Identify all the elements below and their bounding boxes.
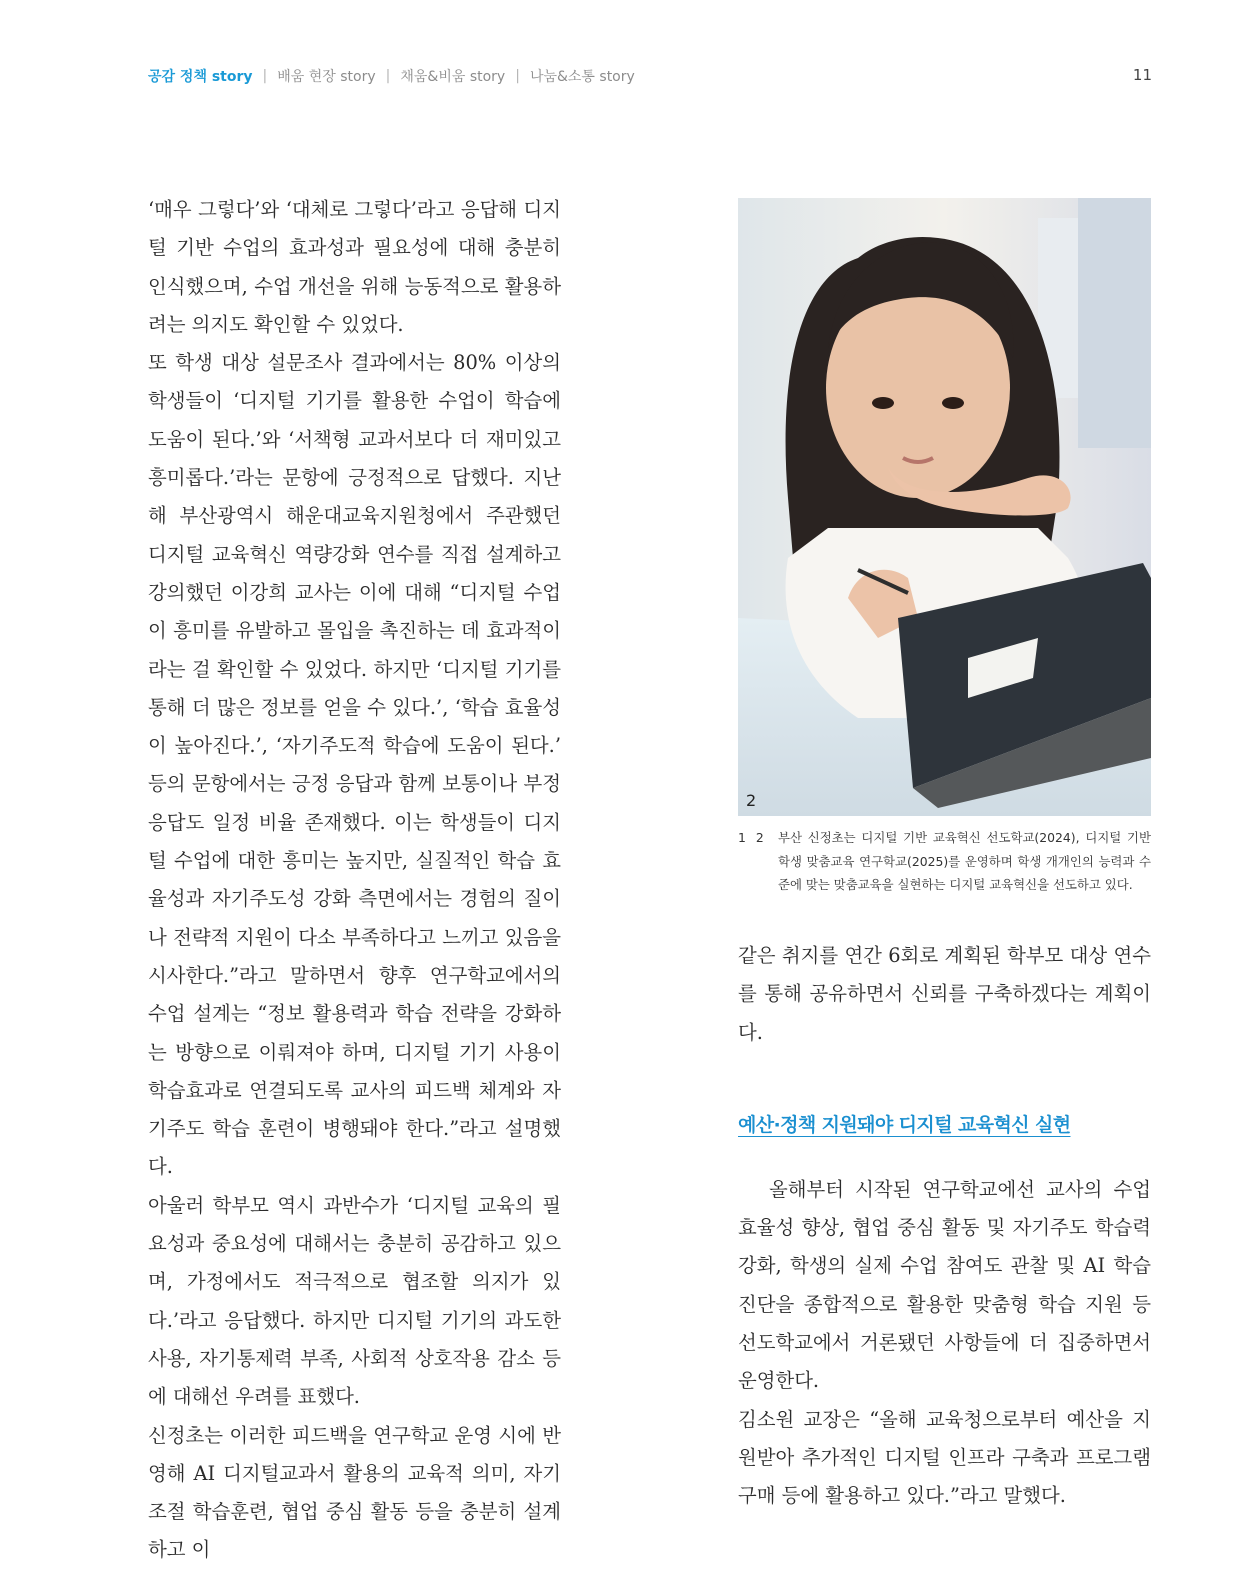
body-paragraph: 또 학생 대상 설문조사 결과에서는 80% 이상의 학생들이 ‘디지털 기기를 활용한 수업이 학습에 도움이 된다.’와 ‘서책형 교과서보다 더 재미있고 흥미롭다.’라는 문항에 긍정적으로 답했다. 지난해 부산광역시 해운대교육지원청에서 주관했던 디지털 교육혁신 역량강화 연수를 직접 설계하고 강의했던 이강희 교사는 이에 대해 “디지털 수업이 흥미를 유발하고 몰입을 촉진하는 데 효과적이라는 걸 확인할 수 있었다. 하지만 ‘디지털 기기를 통해 더 많은 정보를 얻을 수 있다.’, ‘학습 효율성이 높아진다.’, ‘자기주도적 학습에 도움이 된다.’ 등의 문항에서는 긍정 응답과 함께 보통이나 부정 응답도 일정 비율 존재했다. 이는 학생들이 디지털 수업에 대한 흥미는 높지만, 실질적인 학습 효율성과 자기주도성 강화 측면에서는 경험의 질이나 전략적 지원이 다소 부족하다고 느끼고 있음을 시사한다.”라고 말하면서 향후 연구학교에서의 수업 설계는 “정보 활용력과 학습 전략을 강화하는 방향으로 이뤄져야 하며, 디지털 기기 사용이 학습효과로 연결되도록 교사의 피드백 체계와 자기주도 학습 훈련이 병행돼야 한다.”라고 설명했다. xyxy=(148,351,561,1179)
left-column xyxy=(148,191,561,1570)
photo-number: 2 xyxy=(746,791,757,810)
photo-illustration xyxy=(738,198,1151,816)
nav-separator: | xyxy=(262,68,268,84)
body-paragraph: 같은 취지를 연간 6회로 계획된 학부모 대상 연수를 통해 공유하면서 신뢰를 구축하겠다는 계획이다. xyxy=(738,944,1151,1044)
nav-separator: | xyxy=(515,68,520,84)
student-tablet-photo xyxy=(738,198,1151,816)
photo-caption xyxy=(738,826,1151,897)
body-paragraph: 신정초는 이러한 피드백을 연구학교 운영 시에 반영해 AI 디지털교과서 활용의 교육적 의미, 자기조절 학습훈련, 협업 중심 활동 등을 충분히 설계하고 이 xyxy=(148,1423,561,1562)
body-paragraph: 올해부터 시작된 연구학교에선 교사의 수업 효율성 향상, 협업 중심 활동 및 자기주도 학습력 강화, 학생의 실제 수업 참여도 관찰 및 AI 학습 진단을 종합적으로 활용한 맞춤형 학습 지원 등 선도학교에서 거론됐던 사항들에 더 집중하면서 운영한다. xyxy=(738,1177,1151,1393)
caption-numbers: 1 2 xyxy=(738,830,767,845)
body-paragraph: 김소원 교장은 “올해 교육청으로부터 예산을 지원받아 추가적인 디지털 인프라 구축과 프로그램 구매 등에 활용하고 있다.”라고 말했다. xyxy=(738,1407,1151,1508)
caption-text: 부산 신정초는 디지털 기반 교육혁신 선도학교(2024), 디지털 기반 학생 맞춤교육 연구학교(2025)를 운영하며 학생 개개인의 능력과 수준에 맞는 맞춤교육을 실현하는 디지털 교육혁신을 선도하고 있다. xyxy=(778,830,1151,892)
page-number: 11 xyxy=(1132,66,1152,84)
section-heading: 예산·정책 지원돼야 디지털 교육혁신 실현 xyxy=(738,1113,1071,1136)
right-column xyxy=(738,937,1151,1516)
nav-item-learning-story[interactable]: 배움 현장 story xyxy=(277,69,376,85)
nav-item-fill-empty-story[interactable]: 채움&비움 story xyxy=(400,69,506,85)
body-paragraph: 아울러 학부모 역시 과반수가 ‘디지털 교육의 필요성과 중요성에 대해서는 충분히 공감하고 있으며, 가정에서도 적극적으로 협조할 의지가 있다.’라고 응답했다. 하지만 디지털 기기의 과도한 사용, 자기통제력 부족, 사회적 상호작용 감소 등에 대해선 우려를 표했다. xyxy=(148,1193,561,1409)
page-header xyxy=(148,66,1152,92)
section-nav xyxy=(148,66,1152,86)
body-paragraph: ‘매우 그렇다’와 ‘대체로 그렇다’라고 응답해 디지털 기반 수업의 효과성과 필요성에 대해 충분히 인식했으며, 수업 개선을 위해 능동적으로 활용하려는 의지도 확인할 수 있었다. xyxy=(148,198,561,336)
nav-item-policy-story[interactable]: 공감 정책 story xyxy=(148,69,253,85)
nav-item-share-story[interactable]: 나눔&소통 story xyxy=(529,69,635,85)
nav-separator: | xyxy=(385,68,391,84)
